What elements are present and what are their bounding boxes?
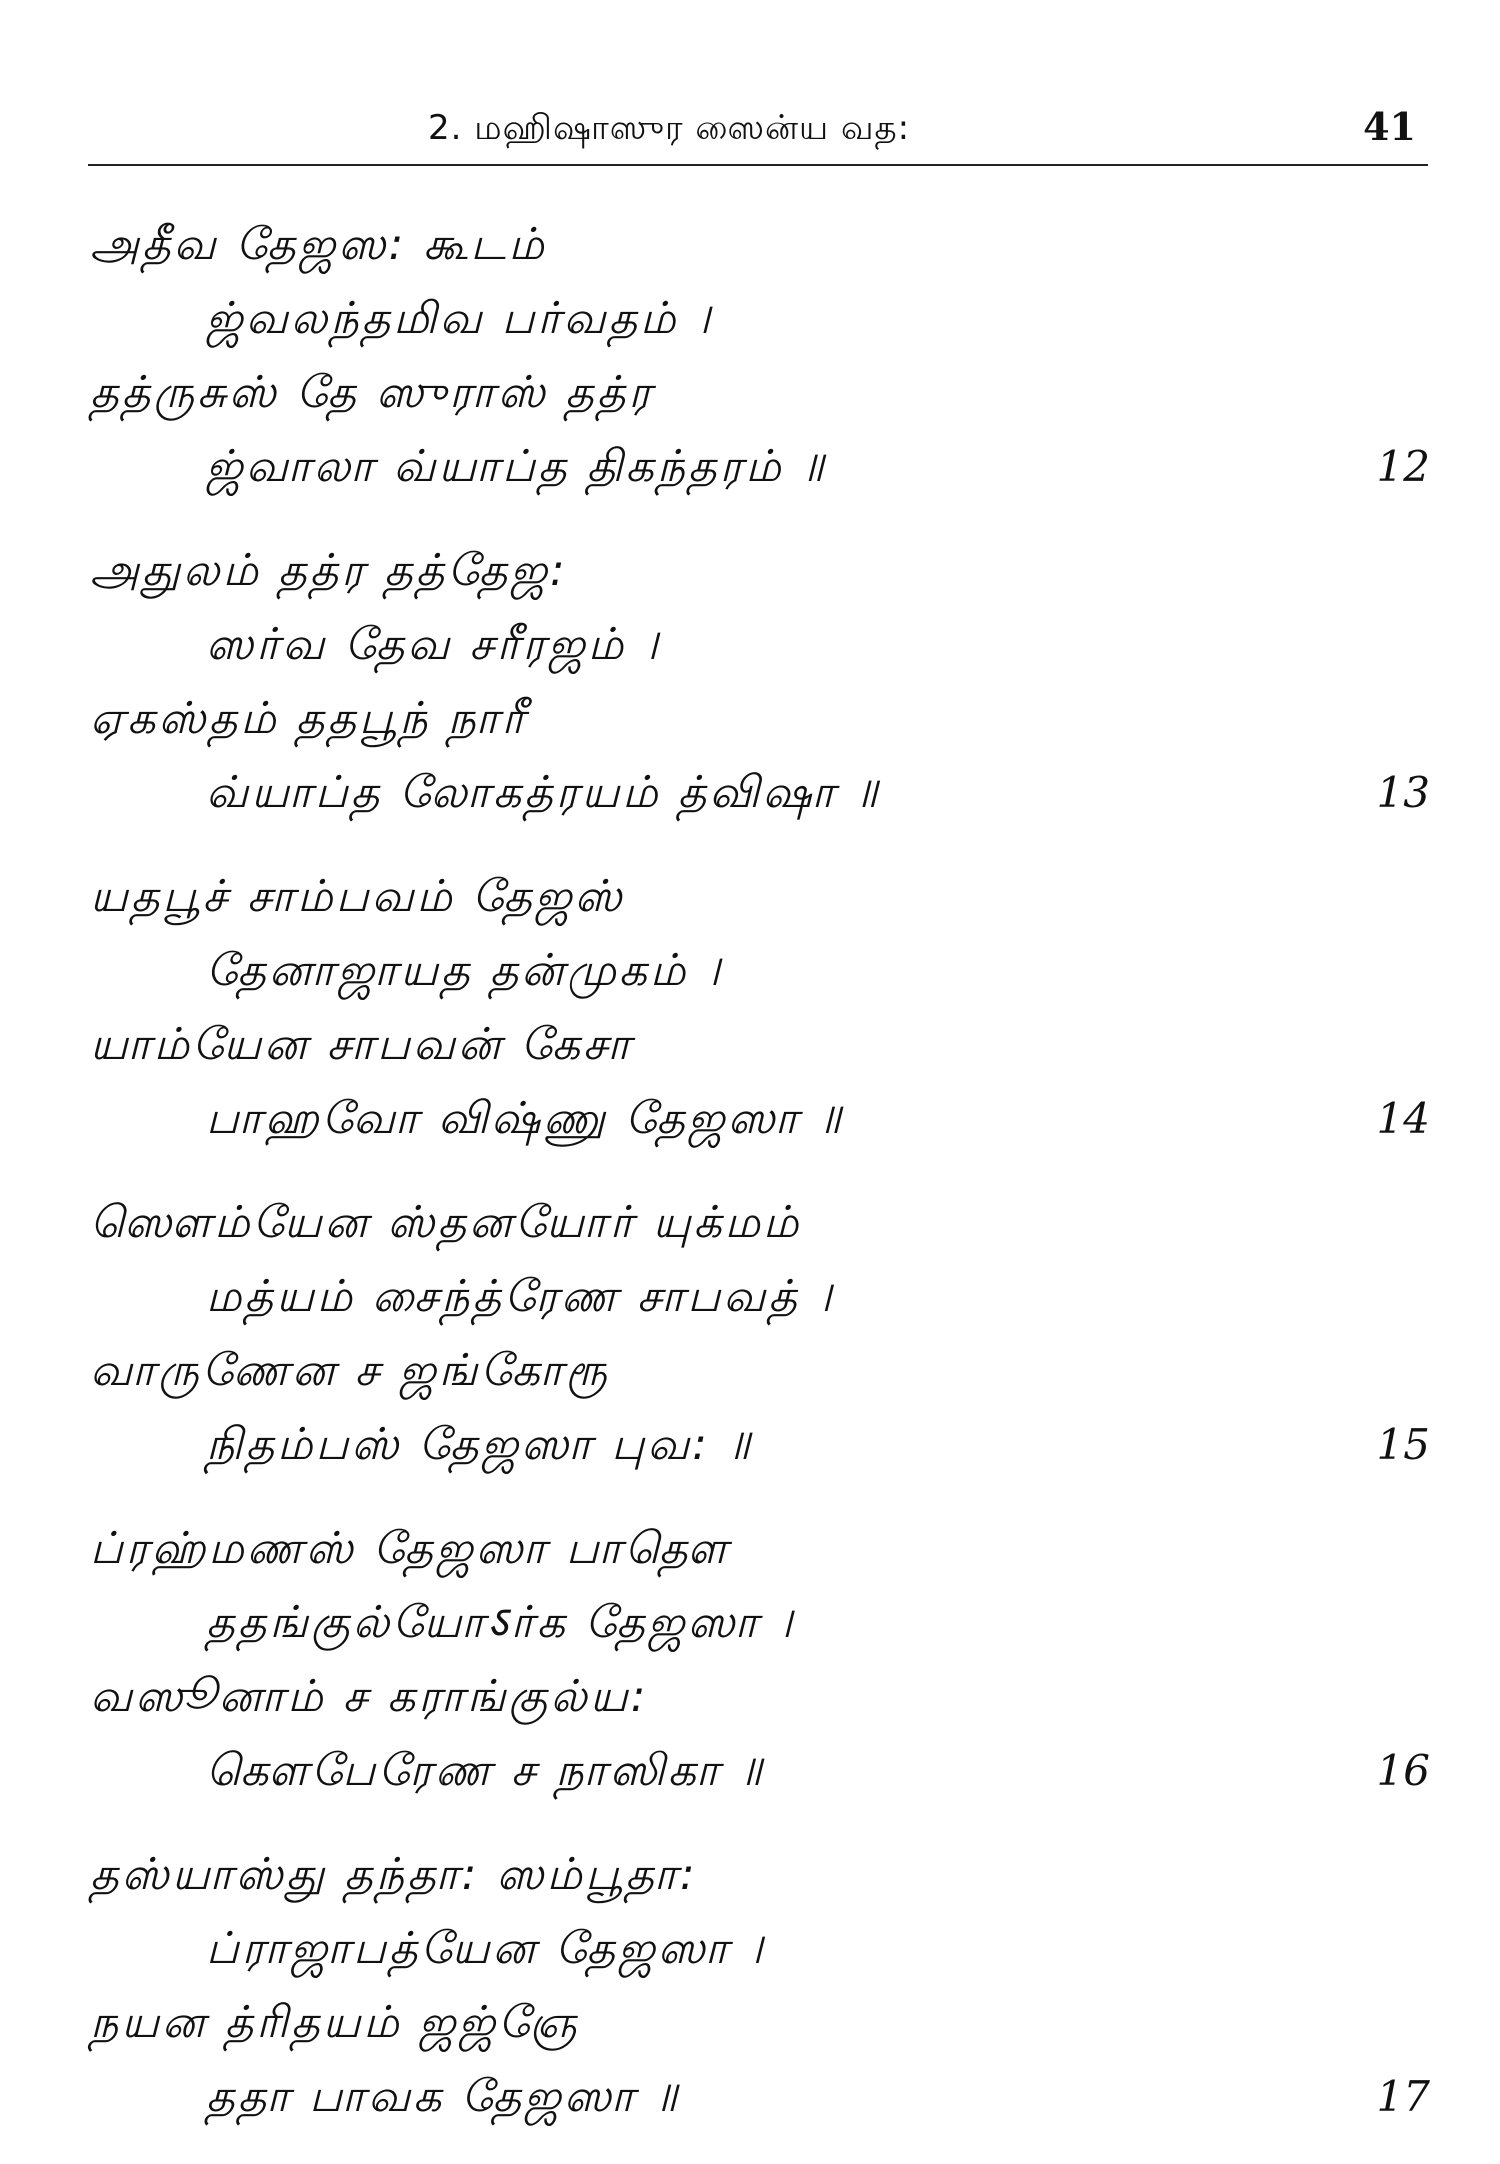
verse-line: ஸர்வ தேவ சரீரஜம் । [206, 619, 661, 670]
verse-line: ஸௌம்யேன ஸ்தனயோர் யுக்மம் [90, 1197, 802, 1248]
verse-number: 16 [1376, 1746, 1430, 1795]
running-title: 2. மஹிஷாஸுர ஸைன்ய வத: [428, 108, 911, 148]
verse-line: ஏகஸ்தம் தத‌பூந் நாரீ [90, 693, 528, 744]
verse-line: ஜ்வாலா வ்யாப்த திகந்தரம் ॥ [206, 441, 827, 492]
verse-line: வ்யாப்த லோகத்ரயம் த்விஷா ॥ [206, 767, 881, 818]
verse-list [90, 208, 1440, 2164]
verse-line: ததா பாவக தேஜஸா ॥ [206, 2071, 681, 2122]
verse-line: கௌபேரேண ச நாஸிகா ॥ [206, 1745, 765, 1796]
verse-number: 17 [1376, 2072, 1430, 2121]
verse-line: வஸூனாம் ச கராங்குல்ய: [90, 1671, 649, 1722]
verse-number: 14 [1376, 1094, 1430, 1143]
verse-line: தேனாஜாயத தன்முகம் । [206, 945, 723, 996]
verse-15 [90, 1186, 1440, 1482]
verse-line: மத்யம் சைந்த்ரேண சாபவத் । [206, 1271, 835, 1322]
verse-line: யதபூச் சாம்பவம் தேஜஸ் [90, 871, 625, 922]
verse-number: 15 [1376, 1420, 1430, 1469]
verse-number: 13 [1376, 768, 1430, 817]
header-rule [88, 164, 1428, 166]
verse-line: ஜ்வலந்தமிவ பர்வதம் । [206, 293, 714, 344]
verse-line: தத்ருசுஸ் தே ஸுராஸ் தத்ர [90, 367, 655, 418]
verse-line: அதுலம் தத்ர தத்தேஜ: [90, 545, 568, 596]
verse-13 [90, 534, 1440, 830]
verse-line: ததங்குல்யோऽர்க தேஜஸா । [206, 1597, 796, 1648]
verse-line: யாம்யேன சாபவன் கேசா [90, 1019, 634, 1070]
verse-line: அதீவ தேஜஸ: கூடம் [90, 219, 547, 270]
page-header [88, 100, 1428, 162]
verse-line: வாருணேன ச ஜங்கோரூ [90, 1345, 610, 1396]
verse-16 [90, 1512, 1440, 1808]
verse-line: பாஹவோ விஷ்ணு தேஜஸா ॥ [206, 1093, 844, 1144]
verse-number: 12 [1376, 442, 1430, 491]
verse-17 [90, 1838, 1440, 2134]
verse-line: நிதம்பஸ் தேஜஸா புவ: ॥ [206, 1419, 753, 1470]
verse-14 [90, 860, 1440, 1156]
verse-line: ப்ரஹ்மணஸ் தேஜஸா பாதௌ [90, 1523, 731, 1574]
page-number: 41 [1363, 104, 1416, 149]
verse-line: ப்ராஜாபத்யேன தேஜஸா । [206, 1923, 766, 1974]
verse-line: நயன த்ரிதயம் ஜஜ்ஞே [90, 1997, 580, 2048]
verse-12 [90, 208, 1440, 504]
verse-line: தஸ்யாஸ்து தந்தா: ஸம்பூதா: [90, 1849, 698, 1900]
